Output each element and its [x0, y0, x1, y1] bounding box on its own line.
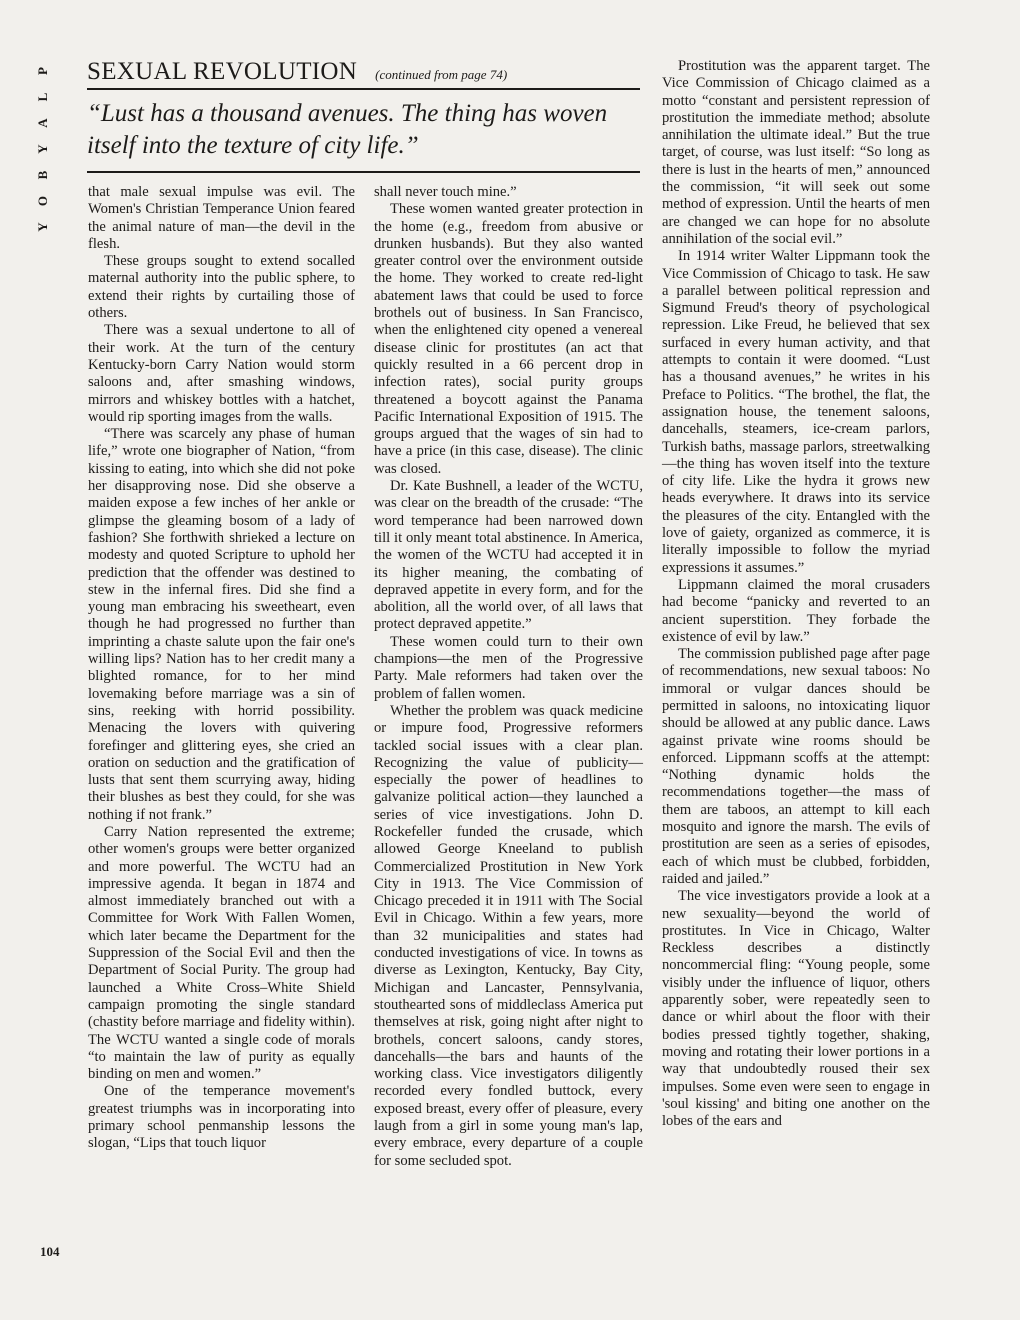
paragraph: Dr. Kate Bushnell, a leader of the WCTU, was clear on the breadth of the crusade: “The word temperance had been narrowed down till it only meant total abstinence. In America, the women of the WCTU had accepted it in its higher meaning, the combating of depraved appetite in every form, and for the abolition, all the world over, of all laws that protect depraved appetite.”: [374, 478, 643, 633]
continued-note: (continued from page 74): [375, 67, 508, 82]
paragraph: Whether the problem was quack medicine or impure food, Progressive reformers tackled social issues with a clear plan. Recognizing the value of publicity—especially the power of headlines to galvanize political action—they launched a series of vice investigations. John D. Rockefeller funded the crusade, which allowed George Kneeland to publish Commercialized Prostitution in New York City in 1913. The Vice Commission of Chicago preceded it in 1911 with The Social Evil in Chicago. Within a few years, more than 32 municipalities and states had conducted investigations of vice. In towns as diverse as Lexington, Kentucky, Bay City, Michigan and Lancaster, Pennsylvania, stouthearted sons of middleclass America put themselves at risk, going night after night to brothels, concert saloons, candy stores, dancehalls—the bars and haunts of the working class. Vice investigators diligently recorded every fondled buttock, every exposed breast, every offer of pleasure, every laugh from a girl in some young man's lap, every embrace, every departure of a couple for some secluded spot.: [374, 702, 643, 1169]
paragraph: shall never touch mine.”: [374, 184, 517, 200]
paragraph: In 1914 writer Walter Lippmann took the Vice Commission of Chicago to task. He saw a parallel between political repression and Sigmund Freud's theory of psychological repression. Like Freud, he believed that sex surfaced in every human activity, and that attempts to contain it were doomed. “Lust has a thousand avenues,” he writes in his Preface to Politics. “The brothel, the flat, the assignation house, the tenement saloons, dancehalls, steamers, ice-cream parlors, Turkish baths, massage parlors, streetwalking—the thing has woven itself into the texture of city life. Like the hydra it grows new heads everywhere. It draws into its service the pleasures of the city. Entangled with the love of gaiety, organized as commerce, it is literally impossible to follow the myriad expressions it assumes.”: [662, 248, 930, 576]
paragraph: Carry Nation represented the extreme; other women's groups were better organized and more powerful. The WCTU had an impressive agenda. It began in 1874 and almost immediately branched out with a Committee for Work With Fallen Women, which later became the Department for the Suppression of the Social Evil and then the Department of Social Purity. The group had launched a White Cross–White Shield campaign promoting the single standard (chastity before marriage and fidelity within). The WCTU wanted a single code of morals “to maintain the law of purity as equally binding on men and women.”: [88, 823, 355, 1083]
brand-letter: Y: [35, 144, 50, 154]
paragraph: One of the temperance movement's greatest triumphs was in incorporating into primary school penmanship lessons the slogan, “Lips that touch liquor: [88, 1083, 355, 1152]
brand-letter: P: [35, 67, 50, 75]
paragraph: that male sexual impulse was evil. The Women's Christian Temperance Union feared the animal nature of man—the devil in the flesh.: [88, 184, 355, 252]
paragraph: There was a sexual undertone to all of their work. At the turn of the century Kentucky-born Carry Nation would storm saloons and, after smashing windows, mirrors and whiskey bottles with a hatchet, would rip sporting images from the walls.: [88, 322, 355, 425]
paragraph: The vice investigators provide a look at a new sexuality—beyond the world of prostitutes. In Vice in Chicago, Walter Reckless describes a distinctly noncommercial fling: “Young people, some visibly under the influence of liquor, others apparently sober, were repeatedly seen to dance or whirl about the floor with their bodies pressed tightly together, shaking, moving and rotating their lower portions in a way that undoubtedly roused their sex impulses. Some even were seen to engage in 'soul kissing' and biting one another on the lobes of the ears and: [662, 888, 930, 1130]
paragraph: Lippmann claimed the moral crusaders had become “panicky and reverted to an ancient superstition. They forbade the existence of evil by law.”: [662, 576, 930, 645]
text-column-1: [88, 184, 355, 1153]
paragraph: The commission published page after page of recommendations, new sexual taboos: No immoral or vulgar dances should be permitted in saloons, no intoxicating liquor should be allowed at any public dance. Laws against private wine rooms should be enforced. Lippmann scoffs at the attempt: “Nothing dynamic holds the recommendations together—the mass of them are taboos, an attempt to kill each mosquito and ignore the marsh. The evils of prostitution are seen as a series of episodes, each of which must be clubbed, forbidden, raided and jailed.”: [662, 646, 930, 887]
paragraph: These women could turn to their own champions—the men of the Progressive Party. Male reformers had taken over the problem of fallen women.: [374, 633, 643, 702]
text-column-2: [374, 184, 643, 1170]
pullquote-rule: [87, 171, 640, 173]
paragraph: These women wanted greater protection in the home (e.g., freedom from abusive or drunken husbands). But they also wanted greater control over the environment outside the home. They worked to create red-light abatement laws that could be used to force brothels out of business. In San Francisco, when the enlightened city opened a venereal disease clinic for prostitutes (an act that quickly resulted in a 66 percent drop in infection rates), social purity groups threatened a boycott against the Panama Pacific International Exposition of 1915. The groups argued that the wages of sin had to have a price (in this case, disease). The clinic was closed.: [374, 201, 643, 477]
brand-letter: B: [35, 170, 50, 180]
brand-letter: O: [35, 195, 50, 207]
article-header: [87, 58, 640, 86]
brand-letter: A: [35, 118, 50, 128]
paragraph: Prostitution was the apparent target. The Vice Commission of Chicago claimed as a motto “constant and persistent repression of prostitution the immediate method; absolute annihilation the ultimate ideal.” But the true target, of course, was lust itself: “So long as there is lust in the hearts of men,” announced the commission, “it will seek out some method of expression. Until the hearts of men are changed we can hope for no absolute annihilation of the social evil.”: [662, 58, 930, 247]
section-title: SEXUAL REVOLUTION: [87, 58, 358, 85]
pull-quote: “Lust has a thousand avenues. The thing has woven itself into the texture of city life.”: [87, 100, 608, 159]
paragraph: These groups sought to extend socalled maternal authority into the public sphere, to extend their rights by curtailing those of others.: [88, 253, 355, 322]
header-rule: [87, 88, 640, 90]
paragraph: “There was scarcely any phase of human life,” wrote one biographer of Nation, “from kissing to eating, into which she did not poke her disapproving nose. Did she observe a maiden expose a few inches of her ankle or glimpse the gleaming bosom of a lady of fashion? She forthwith shrieked a lecture on modesty and quoted Scripture to uphold her prediction that the offender was destined to stew in the infernal fires. Did she find a young man embracing his sweetheart, even though he had progressed no further than imprinting a chaste salute upon the fair one's willing lips? Nation has to her credit many a blighted romance, for to her mind lovemaking before marriage was a sin of sins, reeking with horrid possibility. Menacing the lovers with quivering forefinger and glittering eyes, she cried an oration on seduction and the gratification of lusts that sent them scurrying away, hiding their blushes as best they could, for she was nothing if not frank.”: [88, 426, 355, 823]
magazine-brand: [33, 58, 53, 240]
text-column-3: [662, 58, 930, 1130]
brand-letter: L: [35, 92, 50, 102]
brand-letter: Y: [35, 222, 50, 232]
page-number: 104: [40, 1244, 60, 1259]
